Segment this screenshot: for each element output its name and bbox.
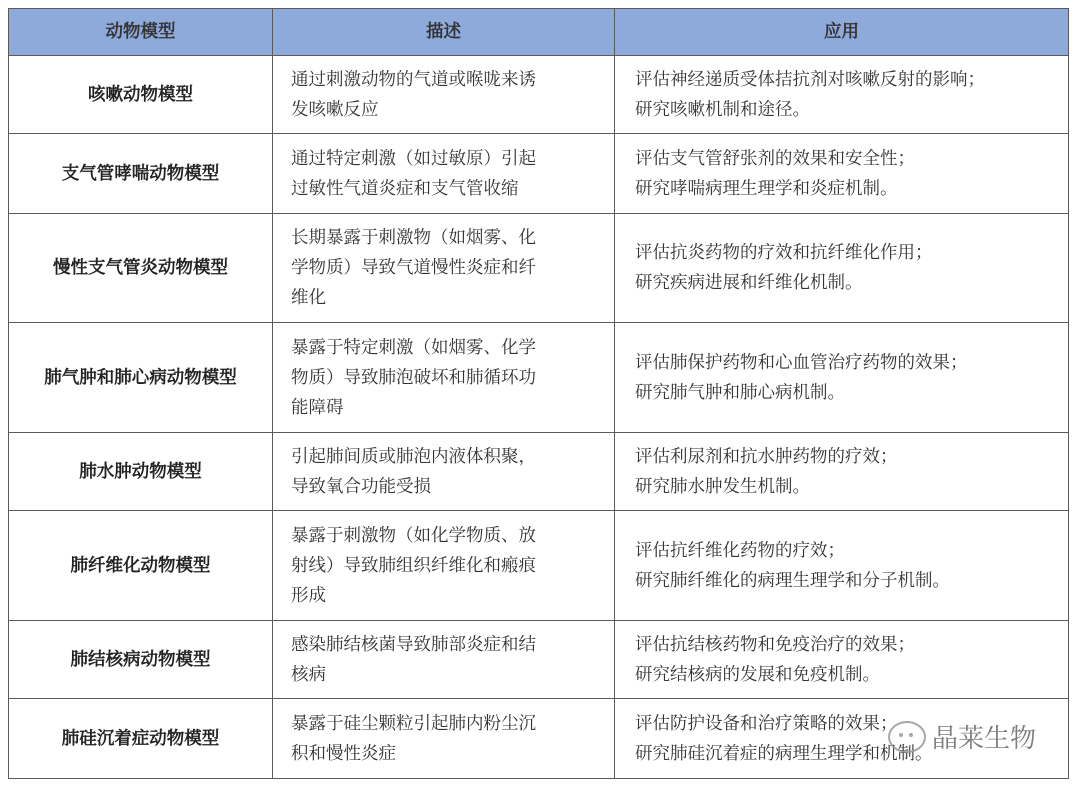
text-line: 研究疾病进展和纤维化机制。 — [635, 273, 863, 293]
text-line: 引起肺间质或肺泡内液体积聚， — [291, 446, 536, 467]
model-name: 肺硅沉着症动物模型 — [9, 699, 273, 779]
table-row — [9, 56, 1069, 134]
header-application: 应用 — [615, 9, 1069, 56]
animal-model-table — [8, 8, 1069, 779]
application-cell — [615, 134, 1069, 214]
watermark — [888, 718, 1036, 755]
text-line: 暴露于刺激物（如化学物质、放 — [291, 525, 536, 546]
application-cell — [615, 511, 1069, 621]
table-header-row — [9, 9, 1069, 56]
header-description: 描述 — [273, 9, 615, 56]
description-cell — [273, 134, 615, 214]
text-line: 核病 — [291, 664, 326, 685]
text-line: 通过特定刺激（如过敏原）引起 — [291, 148, 536, 169]
table-row — [9, 214, 1069, 323]
model-name: 肺气肿和肺心病动物模型 — [9, 323, 273, 433]
text-line: 物质）导致肺泡破坏和肺循环功 — [291, 367, 536, 388]
text-line: 发咳嗽反应 — [291, 99, 379, 120]
text-line: 评估利尿剂和抗水肿药物的疗效； — [635, 446, 898, 467]
text-line: 射线）导致肺组织纤维化和瘢痕 — [291, 555, 536, 576]
description-cell — [273, 511, 615, 621]
model-name: 肺纤维化动物模型 — [9, 511, 273, 621]
table-row — [9, 511, 1069, 621]
wechat-icon — [888, 721, 926, 753]
text-line: 积和慢性炎症 — [291, 743, 396, 764]
text-line: 暴露于硅尘颗粒引起肺内粉尘沉 — [291, 713, 536, 734]
text-line: 研究咳嗽机制和途径。 — [635, 99, 810, 120]
table-row — [9, 323, 1069, 433]
text-line: 评估支气管舒张剂的效果和安全性； — [635, 148, 915, 169]
text-line: 研究结核病的发展和免疫机制。 — [635, 664, 880, 685]
text-line: 研究肺气肿和肺心病机制。 — [635, 382, 845, 403]
model-name: 慢性支气管炎动物模型 — [9, 214, 273, 323]
application-cell — [615, 433, 1069, 511]
text-line: 长期暴露于刺激物（如烟雾、化 — [291, 228, 536, 248]
application-cell — [615, 621, 1069, 699]
table-row — [9, 433, 1069, 511]
application-cell — [615, 56, 1069, 134]
text-line: 研究肺水肿发生机制。 — [635, 476, 810, 497]
model-name: 咳嗽动物模型 — [9, 56, 273, 134]
text-line: 形成 — [291, 585, 326, 606]
text-line: 导致氧合功能受损 — [291, 476, 431, 497]
text-line: 感染肺结核菌导致肺部炎症和结 — [291, 634, 536, 655]
header-model: 动物模型 — [9, 9, 273, 56]
description-cell — [273, 699, 615, 779]
table-row — [9, 134, 1069, 214]
text-line: 研究肺硅沉着症的病理生理学和机制。 — [635, 743, 933, 764]
application-cell — [615, 323, 1069, 433]
text-line: 研究哮喘病理生理学和炎症机制。 — [635, 178, 898, 199]
text-line: 维化 — [291, 288, 326, 308]
text-line: 评估抗结核药物和免疫治疗的效果； — [635, 634, 915, 655]
text-line: 评估抗纤维化药物的疗效； — [635, 540, 845, 561]
text-line: 能障碍 — [291, 397, 344, 418]
description-cell — [273, 323, 615, 433]
text-line: 评估肺保护药物和心血管治疗药物的效果； — [635, 352, 968, 373]
model-name: 支气管哮喘动物模型 — [9, 134, 273, 214]
description-cell — [273, 56, 615, 134]
description-cell — [273, 433, 615, 511]
text-line: 评估神经递质受体拮抗剂对咳嗽反射的影响； — [635, 69, 985, 90]
description-cell — [273, 621, 615, 699]
text-line: 评估防护设备和治疗策略的效果； — [635, 713, 898, 734]
description-cell — [273, 214, 615, 323]
text-line: 暴露于特定刺激（如烟雾、化学 — [291, 337, 536, 358]
application-cell — [615, 214, 1069, 323]
table-row — [9, 621, 1069, 699]
model-name: 肺水肿动物模型 — [9, 433, 273, 511]
watermark-text: 晶莱生物 — [932, 724, 1037, 754]
model-name: 肺结核病动物模型 — [9, 621, 273, 699]
text-line: 通过刺激动物的气道或喉咙来诱 — [291, 69, 536, 90]
text-line: 评估抗炎药物的疗效和抗纤维化作用； — [635, 243, 933, 263]
text-line: 研究肺纤维化的病理生理学和分子机制。 — [635, 570, 950, 591]
text-line: 过敏性气道炎症和支气管收缩 — [291, 178, 519, 199]
text-line: 学物质）导致气道慢性炎症和纤 — [291, 258, 536, 278]
